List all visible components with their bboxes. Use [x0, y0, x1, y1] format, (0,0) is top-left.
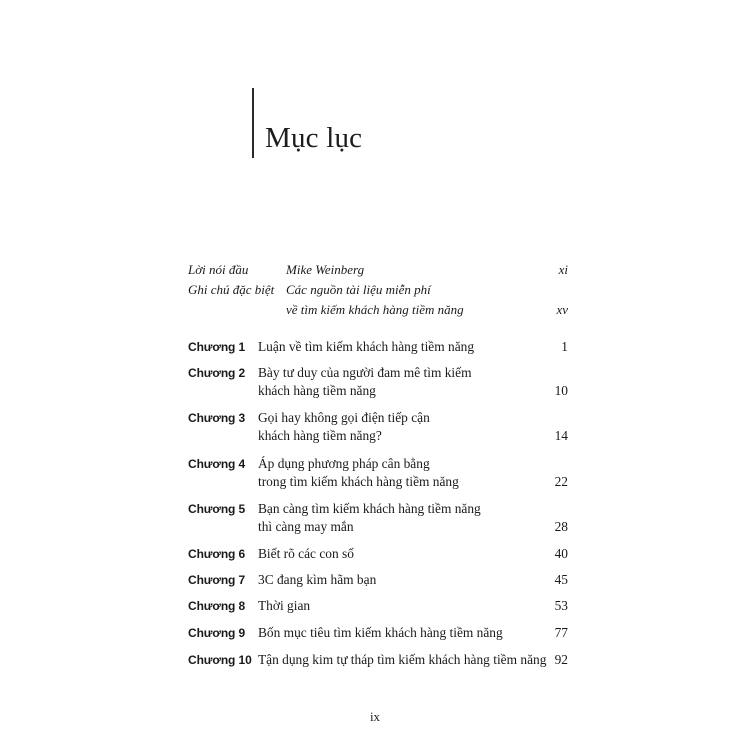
- entry-label: Ghi chú đặc biệt: [188, 282, 275, 297]
- chapter-label: Chương 9: [188, 626, 246, 640]
- title-rule: [252, 88, 254, 158]
- chapter-title-line: thì càng may mắn: [258, 519, 354, 534]
- chapter-label: Chương 2: [188, 366, 246, 380]
- toc-entry-chapter-6: [188, 545, 568, 563]
- chapter-label: Chương 8: [188, 599, 246, 613]
- chapter-page: 53: [554, 598, 568, 613]
- chapter-title-line: 3C đang kìm hãm bạn: [258, 572, 377, 587]
- toc-entry-chapter-4: [188, 455, 568, 491]
- chapter-page: 28: [554, 519, 568, 534]
- chapter-label: Chương 4: [188, 457, 246, 471]
- chapter-title-line: Tận dụng kim tự tháp tìm kiếm khách hàng tiềm năng: [258, 652, 547, 667]
- chapter-title-line: Bày tư duy của người đam mê tìm kiếm: [258, 365, 472, 380]
- toc-entry-chapter-8: [188, 597, 568, 615]
- chapter-title-line: Biết rõ các con số: [258, 546, 354, 561]
- chapter-page: 10: [554, 383, 568, 398]
- chapter-title: [258, 624, 550, 642]
- chapter-title-line: trong tìm kiếm khách hàng tiềm năng: [258, 474, 459, 489]
- chapter-page: 92: [554, 652, 568, 667]
- entry-page: xi: [558, 262, 568, 277]
- chapter-title: [258, 545, 550, 563]
- chapter-page: 45: [554, 572, 568, 587]
- chapter-title: [258, 338, 550, 356]
- toc-entry-chapter-1: [188, 338, 568, 356]
- toc-entry-chapter-2: [188, 364, 568, 400]
- chapter-title-line: Bạn càng tìm kiếm khách hàng tiềm năng: [258, 501, 481, 516]
- chapter-title-line: khách hàng tiềm năng: [258, 383, 376, 398]
- chapter-page: 40: [554, 546, 568, 561]
- entry-page: xv: [556, 302, 568, 317]
- chapter-label: Chương 1: [188, 340, 246, 354]
- chapter-label: Chương 6: [188, 547, 246, 561]
- chapter-title: [258, 597, 550, 615]
- chapter-label: Chương 7: [188, 573, 246, 587]
- toc-entry-chapter-9: [188, 624, 568, 642]
- entry-title-line: Các nguồn tài liệu miễn phí: [286, 282, 431, 297]
- chapter-title: [258, 364, 550, 400]
- chapter-title: [258, 409, 550, 445]
- chapter-label: Chương 10: [188, 653, 252, 667]
- page-number: ix: [369, 709, 381, 724]
- chapter-title-line: Áp dụng phương pháp cân bằng: [258, 456, 430, 471]
- chapter-page: 14: [554, 428, 568, 443]
- toc-entry-chapter-10: [188, 651, 568, 669]
- entry-title: [286, 280, 536, 320]
- chapter-label: Chương 3: [188, 411, 246, 425]
- page-title: Mục lục: [265, 122, 363, 154]
- chapter-title: [258, 500, 550, 536]
- toc-entry-foreword: [188, 260, 568, 280]
- chapter-title: [258, 651, 550, 669]
- entry-label: Lời nói đầu: [188, 262, 249, 277]
- chapter-title-line: Gọi hay không gọi điện tiếp cận: [258, 410, 430, 425]
- entry-title-line: về tìm kiếm khách hàng tiềm năng: [286, 302, 464, 317]
- chapter-title: [258, 455, 550, 491]
- chapter-page: 1: [561, 339, 568, 354]
- entry-title: Mike Weinberg: [286, 262, 365, 277]
- toc-entry-special-note: [188, 280, 568, 320]
- chapter-title-line: Bốn mục tiêu tìm kiếm khách hàng tiềm năng: [258, 625, 503, 640]
- toc-entry-chapter-5: [188, 500, 568, 536]
- toc-entry-chapter-3: [188, 409, 568, 445]
- toc-entry-chapter-7: [188, 571, 568, 589]
- chapter-title-line: khách hàng tiềm năng?: [258, 428, 382, 443]
- chapter-title-line: Luận về tìm kiếm khách hàng tiềm năng: [258, 339, 475, 354]
- chapter-page: 22: [554, 474, 568, 489]
- chapter-label: Chương 5: [188, 502, 246, 516]
- chapter-title: [258, 571, 550, 589]
- chapter-title-line: Thời gian: [258, 598, 311, 613]
- chapter-page: 77: [554, 625, 568, 640]
